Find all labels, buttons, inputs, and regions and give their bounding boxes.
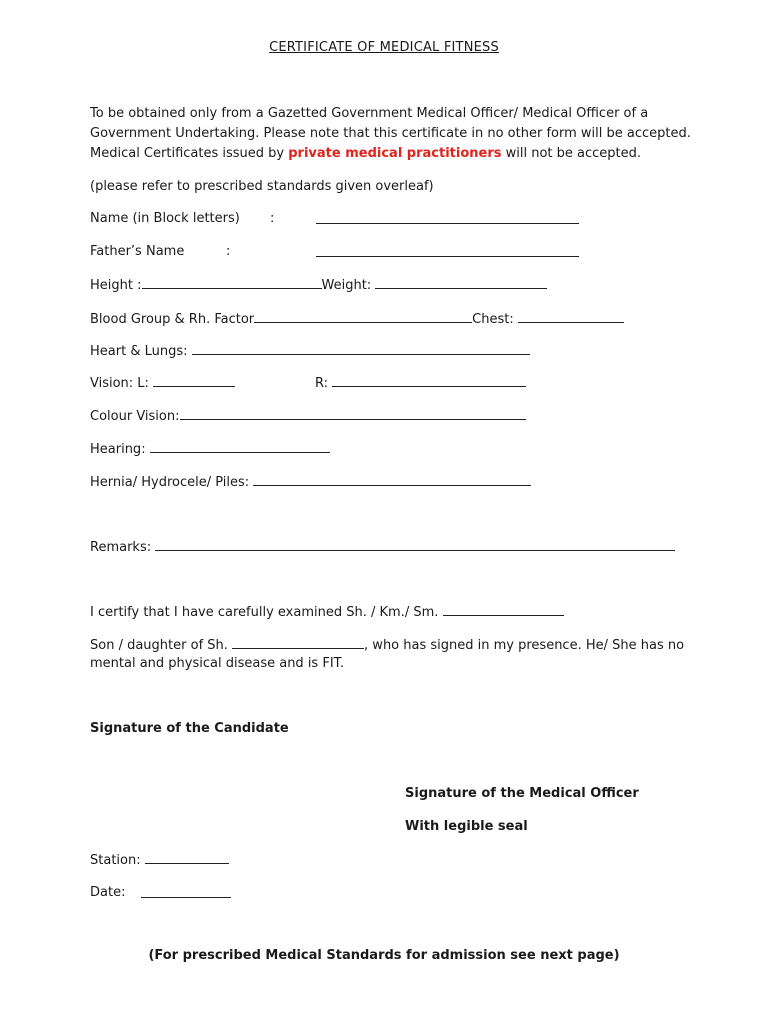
hearing-label: Hearing: (90, 442, 146, 457)
remarks-row (90, 536, 675, 558)
date-field[interactable] (141, 883, 231, 905)
chest-label: Chest: (472, 312, 514, 327)
height-weight-row (90, 274, 547, 296)
blood-group-label: Blood Group & Rh. Factor (90, 312, 255, 327)
remarks-label: Remarks: (90, 540, 152, 555)
height-label: Height : (90, 278, 142, 293)
candidate-signature-label: Signature of the Candidate (90, 721, 289, 736)
hernia-field[interactable] (253, 471, 531, 486)
weight-field[interactable] (375, 274, 547, 289)
name-label: Name (in Block letters) (90, 211, 240, 226)
certify-line-1 (90, 601, 564, 623)
father-name-label: Father’s Name (90, 244, 185, 259)
name-field[interactable] (316, 209, 579, 231)
private-practitioners-warning: private medical practitioners (288, 146, 502, 161)
name-colon: : (270, 211, 275, 226)
station-row (90, 849, 229, 871)
certify-line-3: mental and physical disease and is FIT. (90, 656, 345, 671)
certify-text-2-post: , who has signed in my presence. He/ She has no (364, 638, 685, 653)
weight-label: Weight: (321, 278, 372, 293)
vision-left-row (90, 372, 235, 394)
vision-left-label: Vision: L: (90, 376, 149, 391)
intro-line-3-post: will not be accepted. (501, 146, 642, 161)
certify-text-1: I certify that I have carefully examined Sh. / Km./ Sm. (90, 605, 439, 620)
intro-line-3 (90, 144, 641, 164)
station-label: Station: (90, 853, 141, 868)
date-label: Date: (90, 885, 126, 900)
vision-left-field[interactable] (153, 372, 235, 387)
intro-line-3-pre: Medical Certificates issued by (90, 146, 289, 161)
height-field[interactable] (142, 274, 322, 289)
refer-note: (please refer to prescribed standards given overleaf) (90, 179, 434, 194)
candidate-name-field[interactable] (443, 601, 564, 616)
heart-lungs-label: Heart & Lungs: (90, 344, 188, 359)
heart-lungs-field[interactable] (192, 340, 530, 355)
vision-right-label: R: (315, 376, 329, 391)
station-field[interactable] (145, 849, 229, 864)
heart-lungs-row (90, 340, 530, 362)
parent-name-field[interactable] (232, 634, 364, 649)
certify-text-2-pre: Son / daughter of Sh. (90, 638, 228, 653)
vision-right-row (315, 372, 526, 394)
blood-chest-row (90, 308, 624, 330)
hernia-label: Hernia/ Hydrocele/ Piles: (90, 475, 250, 490)
chest-field[interactable] (518, 308, 624, 323)
hearing-row (90, 438, 330, 460)
father-name-colon: : (226, 244, 231, 259)
certify-line-2 (90, 634, 684, 656)
footer-note: (For prescribed Medical Standards for admission see next page) (148, 948, 620, 963)
colour-vision-row (90, 405, 526, 427)
page-title: CERTIFICATE OF MEDICAL FITNESS (269, 40, 499, 55)
blood-group-field[interactable] (254, 308, 472, 323)
colour-vision-label: Colour Vision: (90, 409, 180, 424)
intro-line-2: Government Undertaking. Please note that this certificate in no other form will be accepted. (90, 126, 691, 141)
legible-seal-label: With legible seal (405, 819, 528, 834)
colour-vision-field[interactable] (180, 405, 526, 420)
officer-signature-label: Signature of the Medical Officer (405, 786, 639, 801)
vision-right-field[interactable] (332, 372, 526, 387)
hernia-row (90, 471, 531, 493)
intro-line-1: To be obtained only from a Gazetted Government Medical Officer/ Medical Officer of a (90, 106, 649, 121)
hearing-field[interactable] (150, 438, 330, 453)
remarks-field[interactable] (155, 536, 675, 551)
father-name-field[interactable] (316, 242, 579, 264)
